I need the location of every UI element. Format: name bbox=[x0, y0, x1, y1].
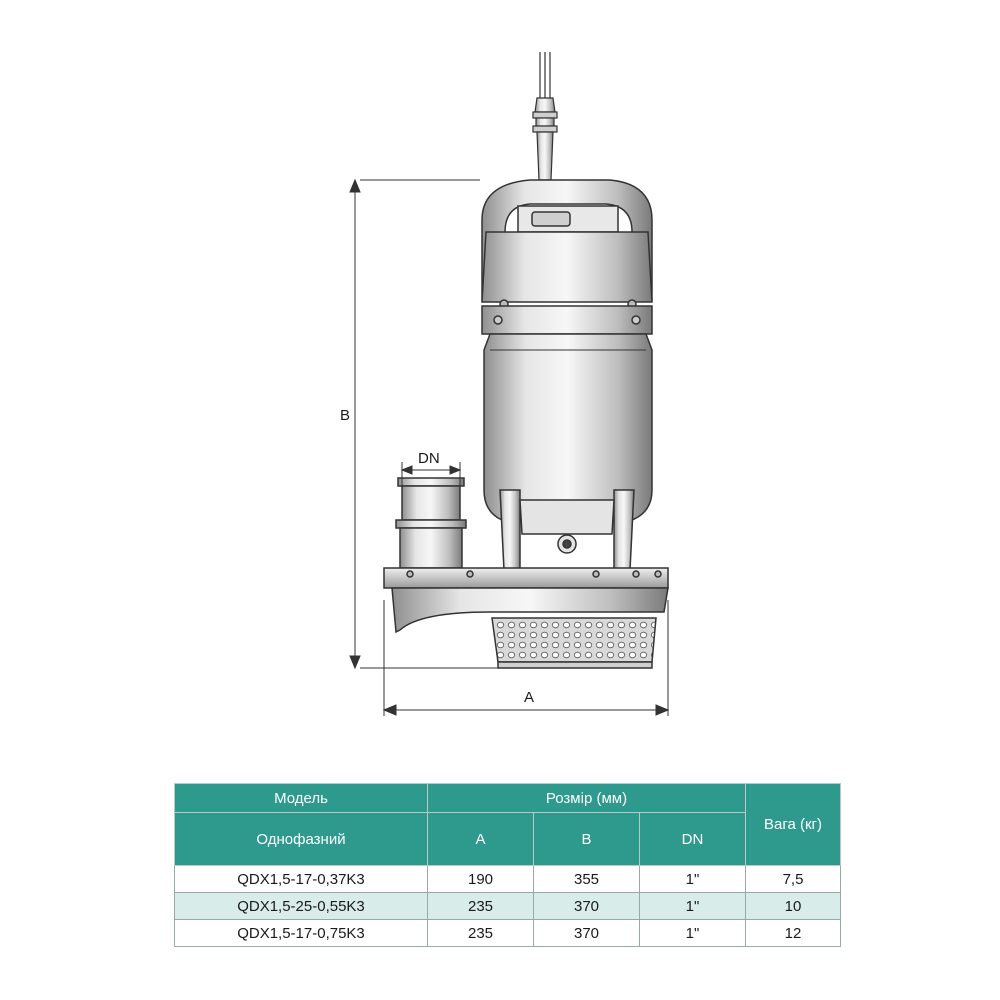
cell-dn: 1" bbox=[640, 893, 746, 920]
cell-model: QDX1,5-25-0,55K3 bbox=[175, 893, 428, 920]
header-model: Модель bbox=[175, 784, 428, 813]
header-phase: Однофазний bbox=[175, 813, 428, 866]
power-cable bbox=[533, 52, 557, 180]
dimension-b-label: B bbox=[340, 407, 351, 424]
table-row bbox=[175, 866, 841, 893]
cell-b: 355 bbox=[534, 866, 640, 893]
cell-weight: 10 bbox=[746, 893, 841, 920]
cell-weight: 12 bbox=[746, 920, 841, 947]
cell-b: 370 bbox=[534, 893, 640, 920]
header-weight: Вага (кг) bbox=[746, 784, 841, 866]
motor-bracket bbox=[500, 490, 634, 570]
motor-cap bbox=[482, 232, 652, 334]
cell-a: 190 bbox=[428, 866, 534, 893]
cell-weight: 7,5 bbox=[746, 866, 841, 893]
cell-dn: 1" bbox=[640, 920, 746, 947]
dimension-a-label: A bbox=[524, 689, 535, 706]
header-b: B bbox=[534, 813, 640, 866]
header-dn: DN bbox=[640, 813, 746, 866]
header-size: Розмір (мм) bbox=[428, 784, 746, 813]
cell-dn: 1" bbox=[640, 866, 746, 893]
spec-table bbox=[174, 783, 841, 947]
dimension-dn-label: DN bbox=[418, 450, 440, 467]
header-a: A bbox=[428, 813, 534, 866]
cell-b: 370 bbox=[534, 920, 640, 947]
cell-a: 235 bbox=[428, 920, 534, 947]
suction-strainer bbox=[492, 618, 656, 668]
cell-model: QDX1,5-17-0,37K3 bbox=[175, 866, 428, 893]
cell-a: 235 bbox=[428, 893, 534, 920]
table-row bbox=[175, 920, 841, 947]
outlet-pipe bbox=[396, 478, 466, 568]
table-row bbox=[175, 893, 841, 920]
cell-model: QDX1,5-17-0,75K3 bbox=[175, 920, 428, 947]
